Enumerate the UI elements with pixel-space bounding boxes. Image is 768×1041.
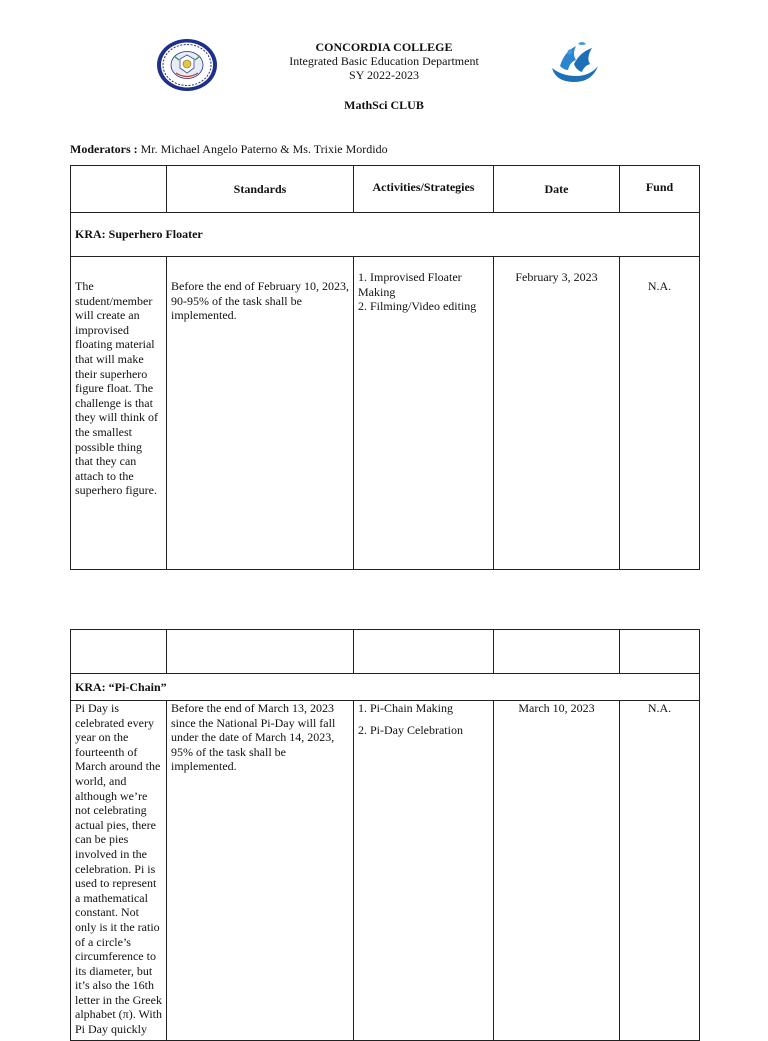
header-activities: Activities/Strategies [354,166,494,213]
moderators-line [70,142,388,157]
activity-fund: N.A. [620,257,700,570]
activity-fund: N.A. [620,701,700,1041]
strategy-item: 1. Improvised Floater Making [358,270,462,299]
moderators-label: Moderators : [70,142,138,156]
activity-description: The student/member will create an improvised floating material that will make their superhero figure float. The challenge is that they will think of the smallest possible thing that they can attach to the superhero figure. [71,257,167,570]
school-name: CONCORDIA COLLEGE [315,40,453,54]
club-logo [546,38,602,84]
header-cell-blank [354,630,494,674]
department-name: Integrated Basic Education Department [289,54,479,68]
table-header-row [71,630,700,674]
kra-table-pi-chain [70,629,700,1041]
kra-title: KRA: “Pi-Chain” [71,674,700,701]
header-cell-blank [494,630,620,674]
header-fund: Fund [620,166,700,213]
table-row [71,257,700,570]
activity-date: March 10, 2023 [494,701,620,1041]
header-standards: Standards [167,166,354,213]
school-year: SY 2022-2023 [349,68,419,82]
club-name: MathSci CLUB [344,98,424,112]
strategy-item: 1. Pi-Chain Making [358,701,453,715]
table-row [71,701,700,1041]
header-cell-blank [620,630,700,674]
table-header-row [71,166,700,213]
header-cell-blank [71,166,167,213]
strategy-item: 2. Pi-Day Celebration [358,722,463,737]
header-cell-blank [167,630,354,674]
activity-strategies [354,701,494,1041]
header-cell-blank [71,630,167,674]
kra-title: KRA: Superhero Floater [71,213,700,257]
kra-table-superhero-floater [70,165,700,570]
activity-standard: Before the end of March 13, 2023 since the National Pi-Day will fall under the date of March 14, 2023, 95% of the task shall be implemented. [167,701,354,1041]
strategy-item: 2. Filming/Video editing [358,299,477,314]
moderators-names: Mr. Michael Angelo Paterno & Ms. Trixie Mordido [140,142,388,156]
activity-date: February 3, 2023 [494,257,620,570]
header-date: Date [494,166,620,213]
document-header [0,40,768,112]
kra-row [71,213,700,257]
activity-strategies [354,257,494,570]
activity-description: Pi Day is celebrated every year on the fourteenth of March around the world, and although we’re not celebrating actual pies, there can be pies involved in the celebration. Pi is used to represent a mathematical constant. Not only is it the ratio of a circle’s circumference to its diameter, but it’s also the 16th letter in the Greek alphabet (π). With Pi Day quickly [71,701,167,1041]
kra-row [71,674,700,701]
activity-standard: Before the end of February 10, 2023, 90-95% of the task shall be implemented. [167,257,354,570]
